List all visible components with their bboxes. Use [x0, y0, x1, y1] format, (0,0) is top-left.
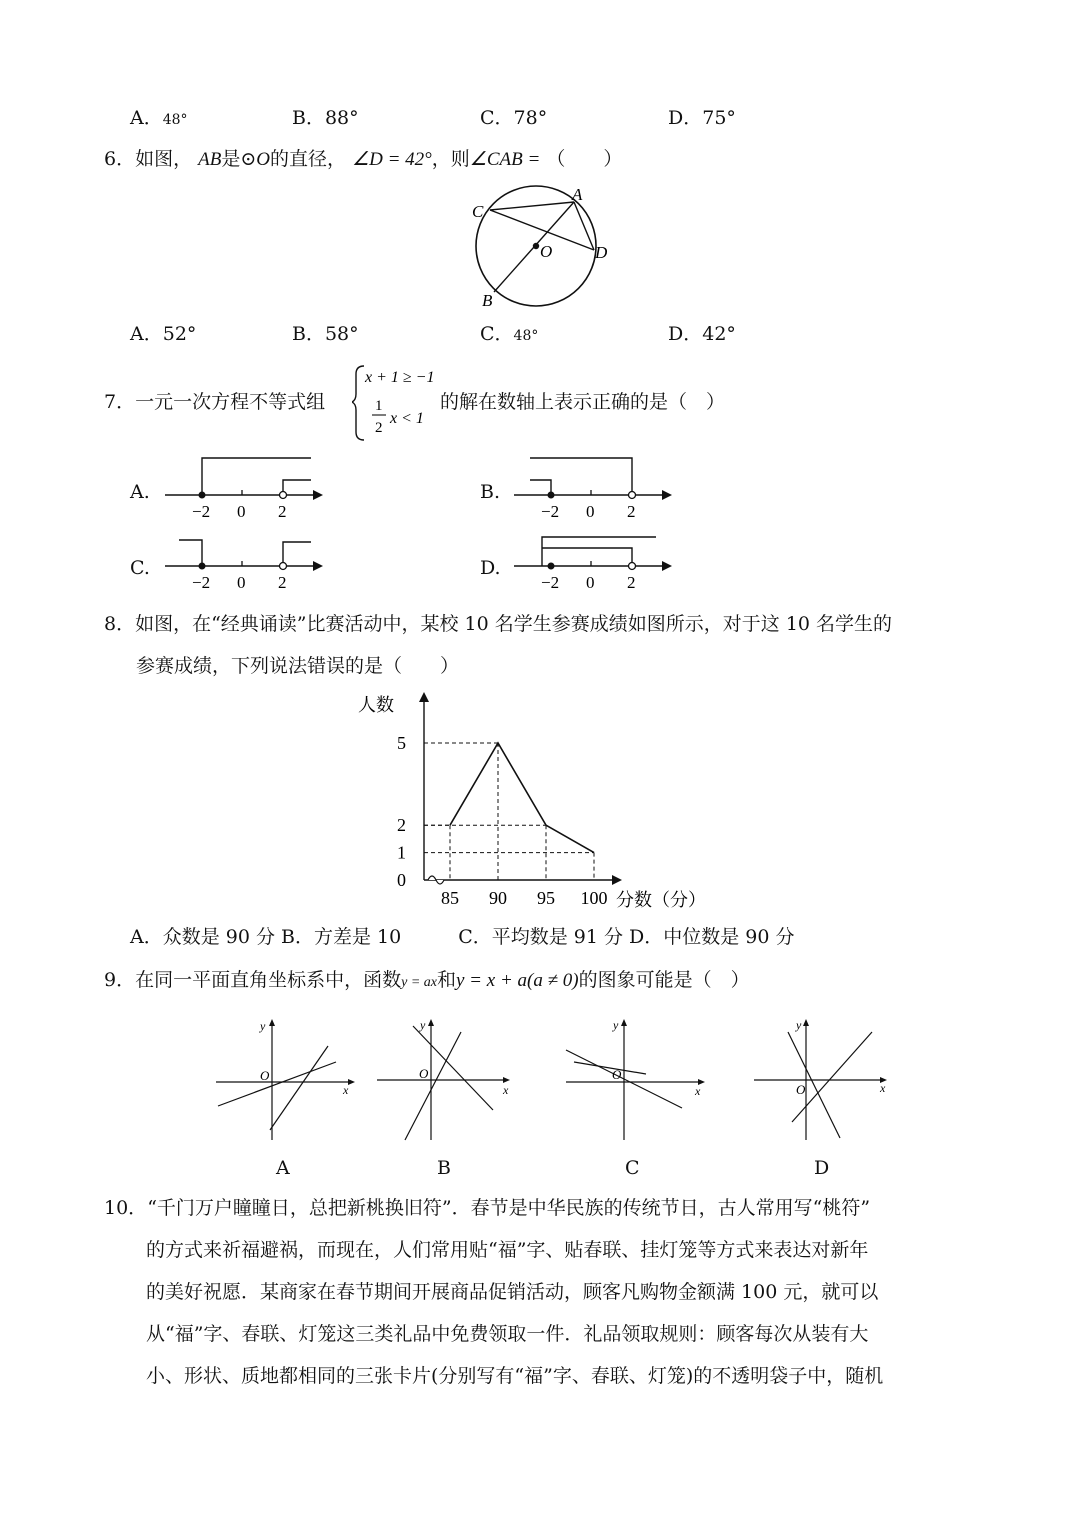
brace: [352, 366, 364, 440]
svg-text:0: 0: [586, 502, 595, 521]
svg-text:x: x: [343, 1083, 349, 1097]
y-tick-label: 2: [397, 815, 406, 836]
q5-option-d: D．75°: [668, 107, 736, 129]
q5-option-c: C．78°: [480, 107, 548, 129]
x-axis-label: 分数（分）: [616, 890, 706, 911]
q8-stem-line2: 参赛成绩，下列说法错误的是（ ）: [136, 655, 460, 677]
q9-graph-d: [752, 1012, 897, 1142]
q7-option-a-label: A.: [130, 481, 150, 503]
svg-text:0: 0: [586, 573, 595, 592]
svg-text:x: x: [503, 1083, 509, 1097]
svg-text:2: 2: [627, 573, 636, 592]
svg-text:y: y: [796, 1018, 802, 1032]
q7-numberline-d: [514, 528, 679, 598]
svg-text:2: 2: [278, 573, 287, 592]
svg-text:0: 0: [237, 502, 246, 521]
axis-break: [428, 876, 444, 884]
q7-option-b-label: B.: [480, 481, 501, 503]
y-axis-arrow: [419, 692, 429, 702]
q7-stem-post: 的解在数轴上表示正确的是（ ）: [440, 391, 726, 413]
series-line: [450, 743, 594, 853]
q7-inequality-system: [352, 360, 442, 444]
q6-option-c: C．48°: [480, 323, 539, 345]
label-c: C: [472, 202, 484, 221]
x-tick-label: 95: [537, 888, 555, 908]
q9-caption-b: B: [437, 1157, 451, 1179]
svg-text:O: O: [612, 1067, 622, 1082]
svg-text:−2: −2: [192, 573, 211, 592]
q6-stem: 6．如图， AB是⊙O的直径， ∠D = 42°，则∠CAB = （ ）: [104, 148, 623, 170]
svg-text:O: O: [796, 1082, 806, 1097]
center-dot: [533, 243, 539, 249]
frac-den: 2: [375, 420, 383, 436]
q10-line-4: 从“福”字、春联、灯笼这三类礼品中免费领取一件．礼品领取规则：顾客每次从装有大: [146, 1323, 869, 1345]
svg-text:−2: −2: [541, 502, 560, 521]
q10-line-2: 的方式来祈福避祸，而现在，人们常用贴“福”字、贴春联、挂灯笼等方式来表达对新年: [146, 1239, 869, 1261]
y-axis-label: 人数: [358, 695, 394, 716]
svg-text:y: y: [613, 1018, 619, 1032]
svg-text:O: O: [419, 1066, 429, 1081]
q7-numberline-c: [165, 528, 330, 598]
label-a: A: [572, 185, 583, 204]
q9-graph-c: [562, 1012, 707, 1142]
q9-caption-a: A: [276, 1157, 290, 1179]
label-o: O: [540, 242, 553, 261]
q9-graph-b: [373, 1012, 518, 1142]
label-b: B: [482, 291, 493, 310]
svg-text:x: x: [695, 1084, 701, 1098]
x-axis-arrow: [612, 875, 622, 885]
q7-option-c-label: C.: [130, 557, 150, 579]
svg-text:−2: −2: [541, 573, 560, 592]
svg-text:2: 2: [627, 502, 636, 521]
q6-option-d: D．42°: [668, 323, 736, 345]
q6-circle-figure: [462, 182, 622, 314]
q6-option-b: B．58°: [292, 323, 359, 345]
svg-text:−2: −2: [192, 502, 211, 521]
ineq-1: x + 1 ≥ −1: [365, 369, 435, 386]
q5-option-a: A．48°: [130, 107, 188, 129]
q9-stem: 9．在同一平面直角坐标系中，函数y = ax和y = x + a(a ≠ 0)的图象可能是（ ）: [104, 969, 750, 991]
q8-line-chart: [340, 688, 720, 920]
chord-ca: [490, 202, 574, 210]
q8-stem-line1: 8．如图，在“经典诵读”比赛活动中，某校 10 名学生参赛成绩如图所示，对于这 10 名学生的: [104, 613, 893, 635]
svg-text:0: 0: [237, 573, 246, 592]
q7-numberline-b: [514, 452, 679, 522]
y-tick-label: 1: [397, 842, 406, 863]
y-tick-label: 5: [397, 733, 406, 753]
x-tick-label: 90: [489, 888, 507, 908]
x-tick-label: 85: [441, 888, 459, 908]
q7-numberline-a: [165, 452, 330, 522]
q9-caption-d: D: [814, 1157, 830, 1179]
q7-stem-pre: 7．一元一次方程不等式组: [104, 391, 326, 413]
svg-text:x: x: [880, 1081, 886, 1095]
q6-option-a: A．52°: [130, 323, 197, 345]
q10-line-3: 的美好祝愿．某商家在春节期间开展商品促销活动，顾客凡购物金额满 100 元，就可以: [146, 1281, 879, 1303]
svg-text:O: O: [260, 1068, 270, 1083]
frac-num: 1: [375, 398, 383, 414]
svg-text:2: 2: [278, 502, 287, 521]
q5-option-b: B．88°: [292, 107, 359, 129]
label-d: D: [595, 243, 608, 262]
q7-option-d-label: D.: [480, 557, 501, 579]
ineq-2: x < 1: [390, 410, 424, 427]
svg-text:y: y: [260, 1019, 266, 1033]
svg-text:y: y: [420, 1018, 426, 1032]
q9-caption-c: C: [625, 1157, 640, 1179]
q8-options: A．众数是 90 分 B．方差是 10 C．平均数是 91 分 D．中位数是 90 分: [130, 926, 795, 948]
x-tick-label: 100: [580, 888, 608, 908]
q9-graph-a: [212, 1012, 357, 1142]
q10-line-5: 小、形状、质地都相同的三张卡片(分别写有“福”字、春联、灯笼)的不透明袋子中，随机: [146, 1365, 884, 1387]
y-tick-label: 0: [397, 870, 406, 890]
q10-line-1: 10．“千门万户瞳瞳日，总把新桃换旧符”．春节是中华民族的传统节日，古人常用写“桃符”: [104, 1197, 871, 1219]
